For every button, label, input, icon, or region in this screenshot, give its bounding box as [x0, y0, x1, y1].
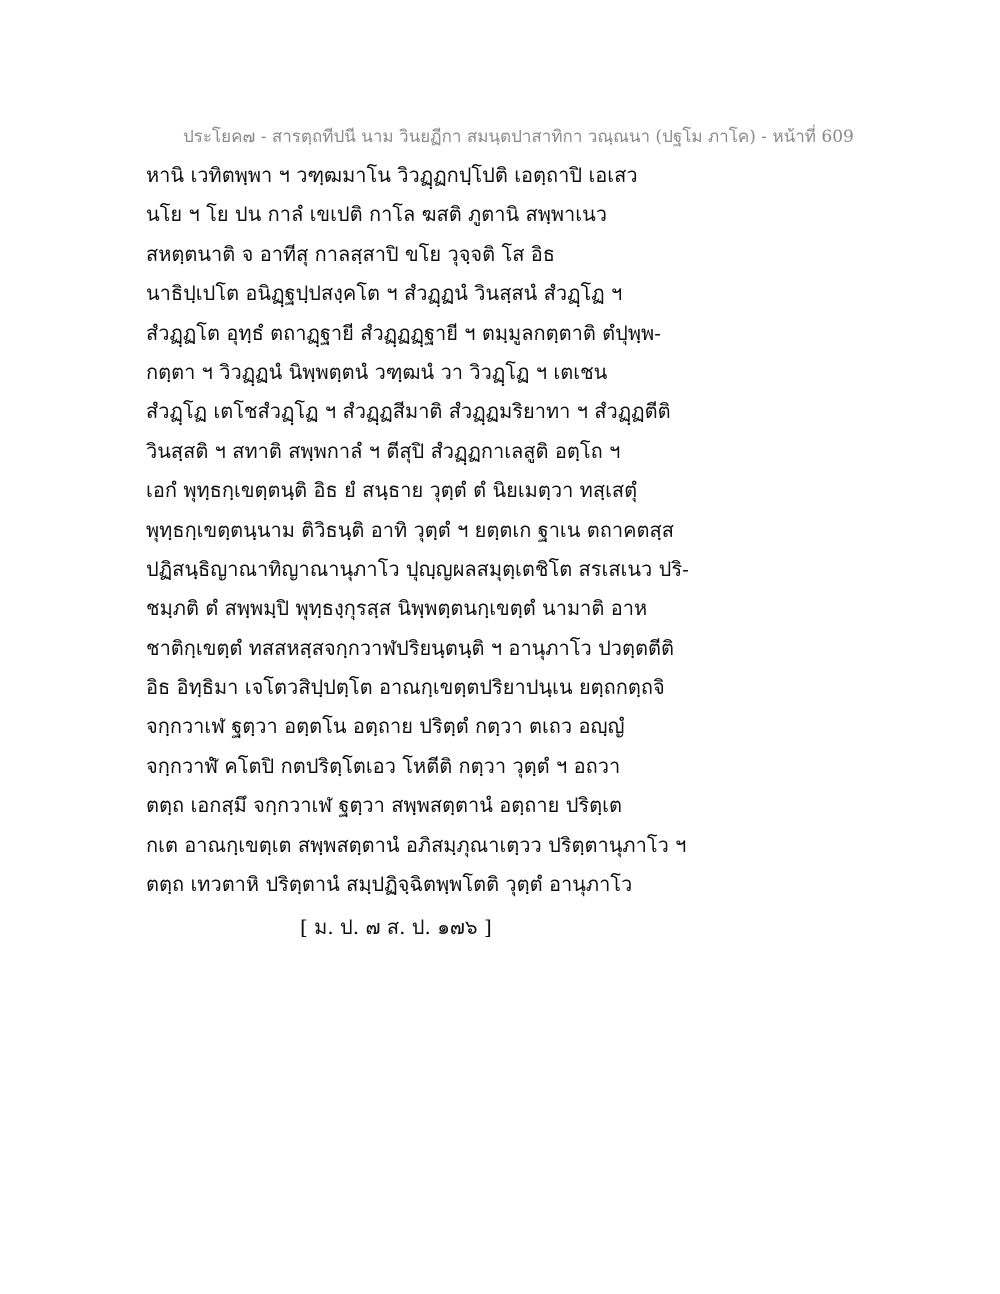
- text-line: สหตฺตนาติ จ อาทีสุ กาลสฺสาปิ ขโย วุจฺจติ โส อิธ: [146, 241, 556, 266]
- text-line: ชมฺภติ ตํ สพฺพมฺปิ พุทฺธงฺกุรสฺส นิพฺพตฺตนกฺเขตฺตํ นามาติ อาห: [146, 596, 648, 621]
- text-line: พุทฺธกฺเขตฺตนฺนาม ติวิธนฺติ อาทิ วุตฺตํ ฯ ยตฺตเก ฐาเน ตถาคตสฺส: [146, 517, 674, 542]
- running-header: ประโยค๗ - สารตฺถทีปนี นาม วินยฏีกา สมนฺตปาสาทิกา วณฺณนา (ปฐโม ภาโค) - หน้าที่ 609: [183, 127, 854, 147]
- text-line: หานิ เวทิตพฺพา ฯ วฑฺฒมาโน วิวฏฺฏกปฺโปติ เอตฺถาปิ เอเสว: [146, 163, 638, 187]
- text-line: เอกํ พุทฺธกฺเขตฺตนฺติ อิธ ยํ สนฺธาย วุตฺตํ ตํ นิยเมตฺวา ทสฺเสตุํ: [146, 478, 638, 503]
- body-text: [146, 156, 966, 904]
- text-line: ปฏิสนฺธิญาณาทิญาณานุภาโว ปุญฺญผลสมุตฺเตชิโต สรเสเนว ปริ-: [146, 556, 689, 581]
- text-line: ตตฺถ เอกสฺมึ จกฺกวาเฬ ฐตฺวา สพฺพสตฺตานํ อตฺถาย ปริตฺเต: [146, 793, 622, 818]
- text-line: นาธิปฺเปโต อนิฏฺฐปฺปสงฺคโต ฯ สํวฏฺฏนํ วินสฺสนํ สํวฏฺโฏ ฯ: [146, 281, 623, 306]
- text-line: นโย ฯ โย ปน กาลํ เขเปติ กาโล ฆสติ ภูตานิ สพฺพาเนว: [146, 202, 608, 227]
- text-line: วินสฺสติ ฯ สทาติ สพฺพกาลํ ฯ ตีสุปิ สํวฏฺฏกาเลสูติ อตฺโถ ฯ: [146, 438, 621, 463]
- text-line: จกฺกวาเฬ ฐตฺวา อตฺตโน อตฺถาย ปริตฺตํ กตฺวา ตเถว อญฺญํ: [146, 714, 625, 739]
- text-line: กตฺตา ฯ วิวฏฺฏนํ นิพฺพตฺตนํ วฑฺฒนํ วา วิวฏฺโฏ ฯ เตเชน: [146, 359, 608, 384]
- text-line: ตตฺถ เทวตาหิ ปริตฺตานํ สมฺปฏิจฺฉิตพฺพโตติ วุตฺตํ อานุภาโว: [146, 872, 633, 897]
- text-line: อิธ อิทฺธิมา เจโตวสิปฺปตฺโต อาณกฺเขตฺตปริยาปนฺเน ยตฺถกตฺถจิ: [146, 675, 665, 700]
- text-line: สํวฏฺฏโต อุทฺธํ ตถาฏฺฐายี สํวฏฺฏฏฺฐายี ฯ ตมฺมูลกตฺตาติ ตํปุพฺพ-: [146, 320, 661, 345]
- page-reference: [ ม. ป. ๗ ส. ป. ๑๗๖ ]: [300, 915, 492, 939]
- text-line: จกฺกวาฬํ คโตปิ กตปริตฺโตเอว โหตีติ กตฺวา วุตฺตํ ฯ อถวา: [146, 753, 621, 778]
- text-line: ชาติกฺเขตฺตํ ทสสหสฺสจกฺกวาฬปริยนฺตนฺติ ฯ อานุภาโว ปวตฺตตีติ: [146, 635, 674, 660]
- text-line: สํวฏฺโฏ เตโชสํวฏฺโฏ ฯ สํวฏฺฏสีมาติ สํวฏฺฏมริยาทา ฯ สํวฏฺฏตีติ: [146, 399, 671, 424]
- text-line: กเต อาณกฺเขตฺเต สพฺพสตฺตานํ อภิสมฺภุณาเตฺวว ปริตฺตานุภาโว ฯ: [146, 832, 687, 857]
